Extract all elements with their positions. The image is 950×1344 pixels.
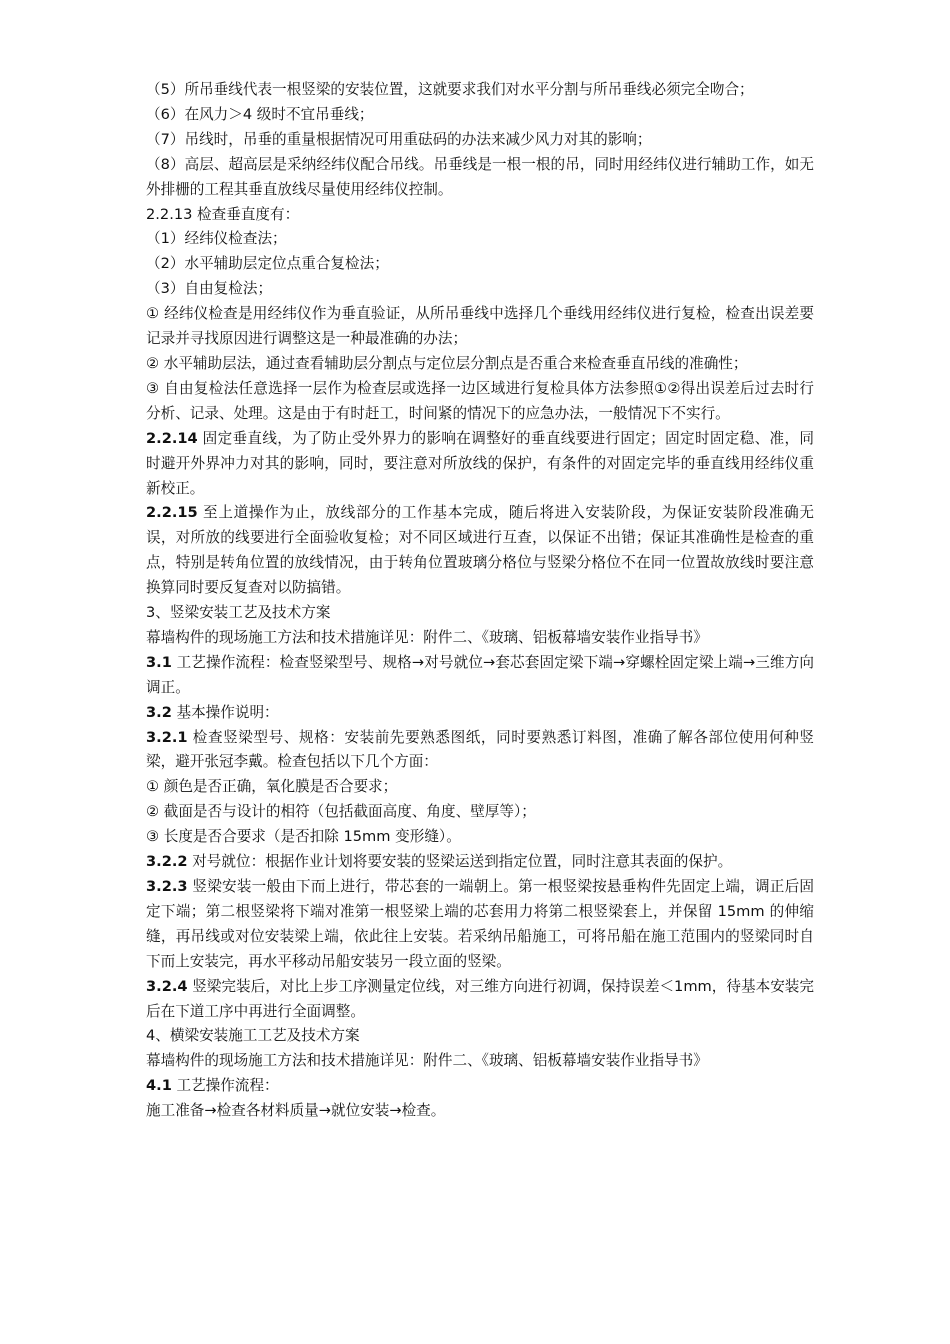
section-number: 4.1 <box>146 1077 172 1095</box>
paragraph-text: ③ 自由复检法任意选择一层作为检查层或选择一边区域进行复检具体方法参照①②得出误差后过去时行分析、记录、处理。这是由于有时赶工，时间紧的情况下的应急办法，一般情况下不实行。 <box>146 379 814 422</box>
section-number: 2.2.14 <box>146 429 198 447</box>
section-3-2-3 <box>146 875 814 975</box>
paragraph-text: 工艺操作流程： <box>171 1077 279 1095</box>
paragraph-text: 检查竖梁型号、规格：安装前先要熟悉图纸，同时要熟悉订料图，准确了解各部位使用何种竖梁，避开张冠李戴。检查包括以下几个方面： <box>146 728 814 771</box>
section-heading: 3、竖梁安装工艺及技术方案 <box>146 604 331 622</box>
section-4-1 <box>146 1074 814 1099</box>
method-detail-2 <box>146 352 814 377</box>
paragraph-text: 固定垂直线，为了防止受外界力的影响在调整好的垂直线要进行固定；固定时固定稳、准，同时避开外界冲力对其的影响，同时，要注意对所放线的保护，有条件的对固定完毕的垂直线用经纬仪重新校正。 <box>146 429 814 497</box>
paragraph-item-7 <box>146 128 814 153</box>
paragraph-text: （1）经纬仪检查法； <box>146 230 287 248</box>
section-number: 2.2.15 <box>146 504 198 522</box>
section-heading: 4、横梁安装施工工艺及技术方案 <box>146 1027 360 1045</box>
section-3-2-2 <box>146 850 814 875</box>
paragraph-text: 至上道操作为止，放线部分的工作基本完成，随后将进入安装阶段，为保证安装阶段准确无误，对所放的线要进行全面验收复检；对不同区域进行互查，以保证不出错；保证其准确性是检查的重点，特别是转角位置的放线情况，由于转角位置玻璃分格位与竖梁分格位不在同一位置故放线时要注意换算同时要反复查对以防搞错。 <box>146 504 814 597</box>
section-2-2-13 <box>146 203 814 228</box>
paragraph-text: 幕墙构件的现场施工方法和技术措施详见：附件二、《玻璃、铝板幕墙安装作业指导书》 <box>146 1052 708 1070</box>
paragraph-item-6 <box>146 103 814 128</box>
paragraph-text: 对号就位：根据作业计划将要安装的竖梁运送到指定位置，同时注意其表面的保护。 <box>187 853 733 871</box>
heading-4 <box>146 1024 814 1049</box>
check-item-3 <box>146 825 814 850</box>
section-3-1 <box>146 651 814 701</box>
section-number: 3.2.2 <box>146 853 188 871</box>
paragraph-text: 基本操作说明： <box>171 703 279 721</box>
paragraph-text: （6）在风力＞4 级时不宜吊垂线； <box>146 105 374 123</box>
section-3-2-4 <box>146 975 814 1025</box>
section-2-2-14 <box>146 427 814 502</box>
reference-line <box>146 1049 814 1074</box>
paragraph-text: 检查垂直度有： <box>192 205 300 223</box>
method-detail-3 <box>146 377 814 427</box>
paragraph-text: 工艺操作流程：检查竖梁型号、规格→对号就位→套芯套固定梁下端→穿螺栓固定梁上端→三维方向调正。 <box>146 653 814 696</box>
paragraph-item-5 <box>146 78 814 103</box>
section-3-2-1 <box>146 726 814 776</box>
method-item-3 <box>146 277 814 302</box>
check-item-2 <box>146 800 814 825</box>
paragraph-text: ② 水平辅助层法，通过查看辅助层分割点与定位层分割点是否重合来检查垂直吊线的准确性； <box>146 354 748 372</box>
section-number: 3.2 <box>146 703 172 721</box>
document-body <box>146 78 814 1124</box>
method-item-1 <box>146 227 814 252</box>
paragraph-text: （7）吊线时，吊垂的重量根据情况可用重砝码的办法来减少风力对其的影响； <box>146 130 652 148</box>
heading-3 <box>146 601 814 626</box>
paragraph-text: 施工准备→检查各材料质量→就位安装→检查。 <box>146 1102 446 1120</box>
method-item-2 <box>146 252 814 277</box>
section-number: 3.2.1 <box>146 728 188 746</box>
workflow-line <box>146 1099 814 1124</box>
paragraph-text: 竖梁安装一般由下而上进行，带芯套的一端朝上。第一根竖梁按悬垂构件先固定上端，调正后固定下端；第二根竖梁将下端对准第一根竖梁上端的芯套用力将第二根竖梁套上，并保留 15mm 的伸缩缝，再吊线或对位安装梁上端，依此往上安装。若采纳吊船施工，可将吊船在施工范围内的竖梁同时自下而上安装完，再水平移动吊船安装另一段立面的竖梁。 <box>146 878 814 970</box>
section-2-2-15 <box>146 501 814 601</box>
section-number: 3.1 <box>146 653 172 671</box>
paragraph-text: （3）自由复检法； <box>146 280 273 298</box>
section-number: 3.2.4 <box>146 977 188 995</box>
paragraph-text: ② 截面是否与设计的相符（包括截面高度、角度、壁厚等）； <box>146 803 536 821</box>
section-3-2 <box>146 701 814 726</box>
paragraph-text: 幕墙构件的现场施工方法和技术措施详见：附件二、《玻璃、铝板幕墙安装作业指导书》 <box>146 628 708 646</box>
reference-line <box>146 626 814 651</box>
section-number: 2.2.13 <box>146 205 193 223</box>
paragraph-text: （8）高层、超高层是采纳经纬仪配合吊线。吊垂线是一根一根的吊，同时用经纬仪进行辅助工作，如无外排栅的工程其垂直放线尽量使用经纬仪控制。 <box>146 155 814 198</box>
paragraph-text: ① 颜色是否正确，氧化膜是否合要求； <box>146 778 398 796</box>
paragraph-text: ③ 长度是否合要求（是否扣除 15mm 变形缝）。 <box>146 828 461 846</box>
section-number: 3.2.3 <box>146 878 188 895</box>
paragraph-item-8 <box>146 153 814 203</box>
paragraph-text: （5）所吊垂线代表一根竖梁的安装位置，这就要求我们对水平分割与所吊垂线必须完全吻合； <box>146 81 754 98</box>
paragraph-text: 竖梁完装后，对比上步工序测量定位线，对三维方向进行初调，保持误差＜1mm，待基本安装完后在下道工序中再进行全面调整。 <box>146 977 814 1020</box>
method-detail-1 <box>146 302 814 352</box>
check-item-1 <box>146 775 814 800</box>
paragraph-text: （2）水平辅助层定位点重合复检法； <box>146 255 389 273</box>
paragraph-text: ① 经纬仪检查是用经纬仪作为垂直验证，从所吊垂线中选择几个垂线用经纬仪进行复检，检查出误差要记录并寻找原因进行调整这是一种最准确的办法； <box>146 305 814 348</box>
